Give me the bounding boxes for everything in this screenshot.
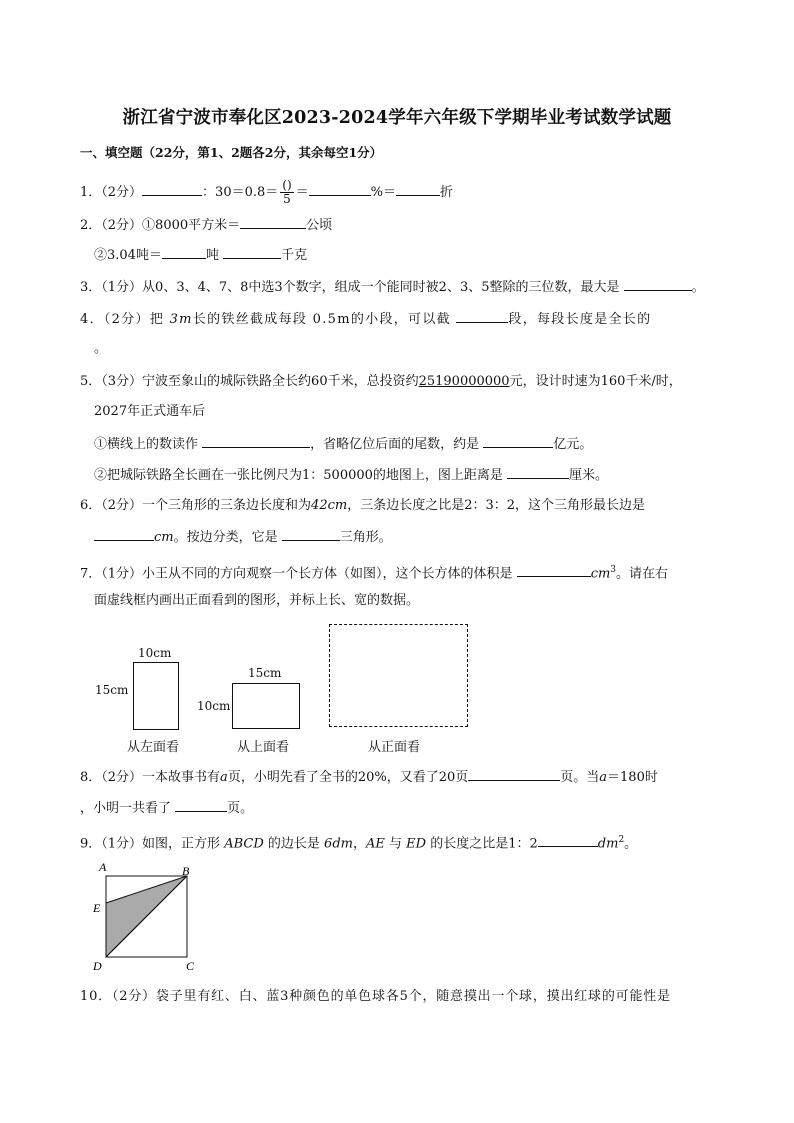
vertex-label-b: B: [182, 864, 190, 878]
question-9: 9．（1分）如图，正方形 ABCD 的边长是 6dm，AE 与 ED 的长度之比是1：2 $dm^2$。: [80, 835, 638, 852]
answer-blank[interactable]: [309, 183, 371, 196]
answer-blank[interactable]: [202, 435, 310, 448]
left-view-width-label: 10cm: [138, 646, 172, 660]
left-view-height-label: 15cm: [95, 683, 129, 697]
section-heading: 一、填空题（22分，第1、2题各2分，其余每空1分）: [80, 145, 383, 160]
answer-blank[interactable]: [240, 216, 306, 229]
question-8: 8．（2分）一本故事书有a页，小明先看了全书的20%，又看了20页 页。当a＝180时: [80, 770, 658, 785]
vertex-label-a: A: [99, 860, 107, 874]
answer-blank[interactable]: [468, 768, 560, 781]
left-view-caption: 从左面看: [127, 740, 180, 755]
question-8-line-2: ，小明一共看了 页。: [80, 801, 254, 816]
vertex-label-c: C: [186, 959, 195, 973]
answer-blank[interactable]: [507, 466, 569, 479]
answer-blank[interactable]: [483, 435, 553, 448]
question-5-part-1: ①横线上的数读作 ，省略亿位后面的尾数，约是 亿元。: [94, 437, 593, 452]
answer-blank[interactable]: [538, 834, 598, 847]
question-6: 6．（2分）一个三角形的三条边长度和为42cm，三条边长度之比是2：3：2，这个三角形最长边是: [80, 498, 646, 513]
question-2: 2．（2分）①8000平方米＝ 公顷: [80, 218, 333, 233]
question-1: 1．（2分） ：30＝0.8＝ $\frac{()}{5}$ ＝ %＝ 折: [80, 178, 454, 206]
answer-blank[interactable]: [517, 564, 591, 577]
question-5: 5．（3分）宁波至象山的城际铁路全长约60千米，总投资约25190000000元，设计时速为160千米/时，: [80, 374, 682, 389]
top-view-width-label: 10cm: [197, 699, 231, 713]
answer-blank[interactable]: [282, 528, 340, 541]
question-5-part-2: ②把城际铁路全长画在一张比例尺为1：500000的地图上，图上距离是 厘米。: [94, 468, 609, 483]
question-6-line-2: cm。按边分类，它是 三角形。: [94, 528, 392, 547]
answer-blank[interactable]: [396, 183, 440, 196]
question-4: 4．（2分）把 3m长的铁丝截成每段 0.5m的小段，可以截 段，每段长度是全长的: [80, 312, 652, 327]
underlined-number: 25190000000: [418, 374, 510, 389]
question-7: 7．（1分）小王从不同的方向观察一个长方体（如图），这个长方体的体积是 $cm^3$。请在右: [80, 565, 669, 582]
fraction: $\frac{()}{5}$: [282, 178, 292, 206]
answer-blank[interactable]: [162, 246, 206, 259]
front-view-caption: 从正面看: [368, 740, 421, 755]
question-10: 10．（2分）袋子里有红、白、蓝3种颜色的单色球各5个，随意摸出一个球，摸出红球的可能性是: [80, 989, 671, 1004]
answer-blank[interactable]: [456, 310, 508, 323]
left-view-rectangle: [133, 662, 179, 730]
answer-blank[interactable]: [94, 528, 154, 541]
question-7-line-2: 面虚线框内画出正面看到的图形，并标上长、宽的数据。: [94, 593, 420, 608]
front-view-drawing-box[interactable]: [329, 624, 468, 727]
answer-blank[interactable]: [142, 183, 202, 196]
question-5-line-2: 2027年正式通车后: [94, 404, 206, 419]
answer-blank[interactable]: [223, 246, 281, 259]
top-view-length-label: 15cm: [248, 666, 282, 680]
vertex-label-e: E: [93, 901, 101, 915]
top-view-rectangle: [232, 683, 300, 729]
top-view-caption: 从上面看: [237, 740, 290, 755]
answer-blank[interactable]: [175, 799, 227, 812]
question-4-end: 。: [94, 341, 108, 356]
page-title: 浙江省宁波市奉化区2023-2024学年六年级下学期毕业考试数学试题: [122, 108, 672, 128]
square-abcd-figure: [90, 858, 210, 976]
answer-blank[interactable]: [624, 278, 692, 291]
question-2-part-2: ②3.04吨＝ 吨 千克: [94, 248, 308, 263]
question-3: 3．（1分）从0、3、4、7、8中选3个数字，组成一个能同时被2、3、5整除的三位数，最大是 。: [80, 280, 705, 295]
vertex-label-d: D: [93, 959, 102, 973]
